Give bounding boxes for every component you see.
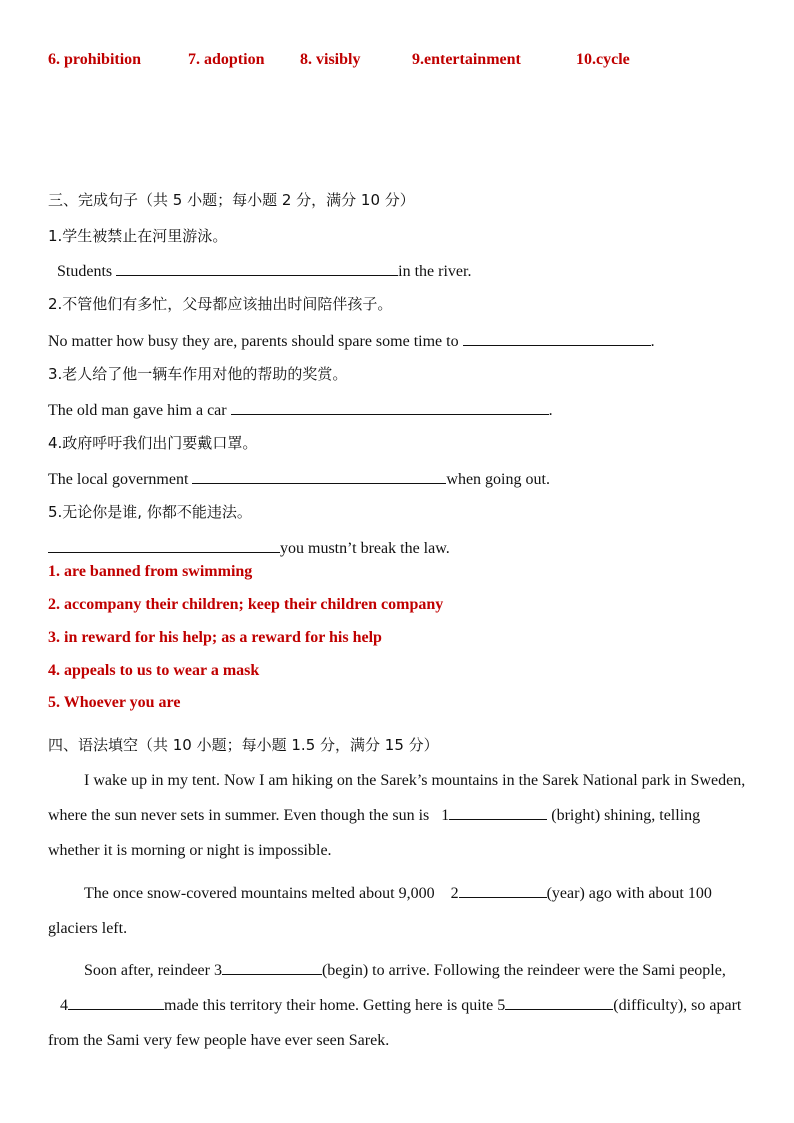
q1-chinese: 1.学生被禁止在河里游泳。: [48, 227, 228, 245]
answer-6: 6. prohibition: [48, 51, 142, 68]
q3-text-after: .: [548, 402, 553, 419]
top-answer-row: [48, 50, 748, 70]
p3-text-d: (difficulty), so apart from the Sami very few people have ever seen Sarek.: [48, 997, 742, 1049]
grammar-paragraph-3: [48, 953, 748, 1058]
p2-text-a: The once snow-covered mountains melted about 9,000: [84, 885, 435, 902]
blank-1-number: 1: [441, 807, 450, 824]
q4-text-after: when going out.: [446, 471, 550, 488]
q2-chinese: 2.不管他们有多忙，父母都应该抽出时间陪伴孩子。: [48, 295, 393, 313]
q3-blank[interactable]: [231, 399, 549, 415]
blank-5[interactable]: [505, 994, 613, 1010]
q1-blank[interactable]: [116, 260, 398, 276]
q5-blank[interactable]: [48, 537, 280, 553]
q2-blank[interactable]: [463, 330, 651, 346]
q5-text-after: you mustn’t break the law.: [280, 540, 450, 557]
section4-heading: 四、语法填空（共 10 小题；每小题 1.5 分，满分 15 分）: [48, 736, 439, 754]
answer-8: 8. visibly: [300, 51, 361, 68]
q3-chinese: 3.老人给了他一辆车作用对他的帮助的奖赏。: [48, 365, 348, 383]
section3-answer-4: 4. appeals to us to wear a mask: [48, 662, 260, 679]
answer-7: 7. adoption: [188, 51, 265, 68]
q5-english: [48, 537, 450, 559]
blank-2-number: 2: [450, 885, 459, 902]
q1-english: [57, 260, 471, 282]
section3-answer-1: 1. are banned from swimming: [48, 563, 253, 580]
q3-text-before: The old man gave him a car: [48, 402, 227, 419]
answer-9: 9.entertainment: [412, 51, 521, 68]
q4-english: [48, 468, 550, 490]
blank-5-number: 5: [497, 997, 506, 1014]
p3-text-a: Soon after, reindeer 3: [84, 962, 222, 979]
section3-answer-3: 3. in reward for his help; as a reward for his help: [48, 629, 382, 646]
grammar-paragraph-1: [48, 763, 748, 868]
q1-text-before: Students: [57, 263, 113, 280]
q2-english: [48, 330, 655, 352]
answer-10: 10.cycle: [576, 51, 630, 68]
q2-text-after: .: [650, 333, 655, 350]
q4-blank[interactable]: [192, 468, 446, 484]
section3-heading: 三、完成句子（共 5 小题；每小题 2 分，满分 10 分）: [48, 191, 415, 209]
blank-2[interactable]: [459, 882, 547, 898]
q4-chinese: 4.政府呼吁我们出门要戴口罩。: [48, 434, 258, 452]
q3-english: [48, 399, 553, 421]
blank-4-number: 4: [60, 997, 68, 1014]
blank-1[interactable]: [449, 804, 547, 820]
q5-chinese: 5.无论你是谁, 你都不能违法。: [48, 503, 252, 521]
p1-text-b: (bright) shining, telling whether it is morning or night is impossible.: [48, 807, 701, 859]
p3-text-b: (begin) to arrive. Following the reindeer were the Sami people,: [321, 962, 726, 979]
blank-4[interactable]: [68, 994, 164, 1010]
blank-3[interactable]: [222, 959, 322, 975]
section3-answer-2: 2. accompany their children; keep their children company: [48, 596, 444, 613]
p3-text-c: made this territory their home. Getting here is quite: [164, 997, 494, 1014]
section3-answer-5: 5. Whoever you are: [48, 694, 181, 711]
grammar-paragraph-2: [48, 876, 748, 946]
q2-text-before: No matter how busy they are, parents should spare some time to: [48, 333, 459, 350]
q4-text-before: The local government: [48, 471, 189, 488]
q1-text-after: in the river.: [398, 263, 472, 280]
p1-text-a: I wake up in my tent. Now I am hiking on the Sarek’s mountains in the Sarek National park in Sweden, where the sun never sets in summer. Even though the sun is: [48, 772, 746, 824]
p2-text-b: (year) ago with about 100 glaciers left.: [48, 885, 712, 937]
